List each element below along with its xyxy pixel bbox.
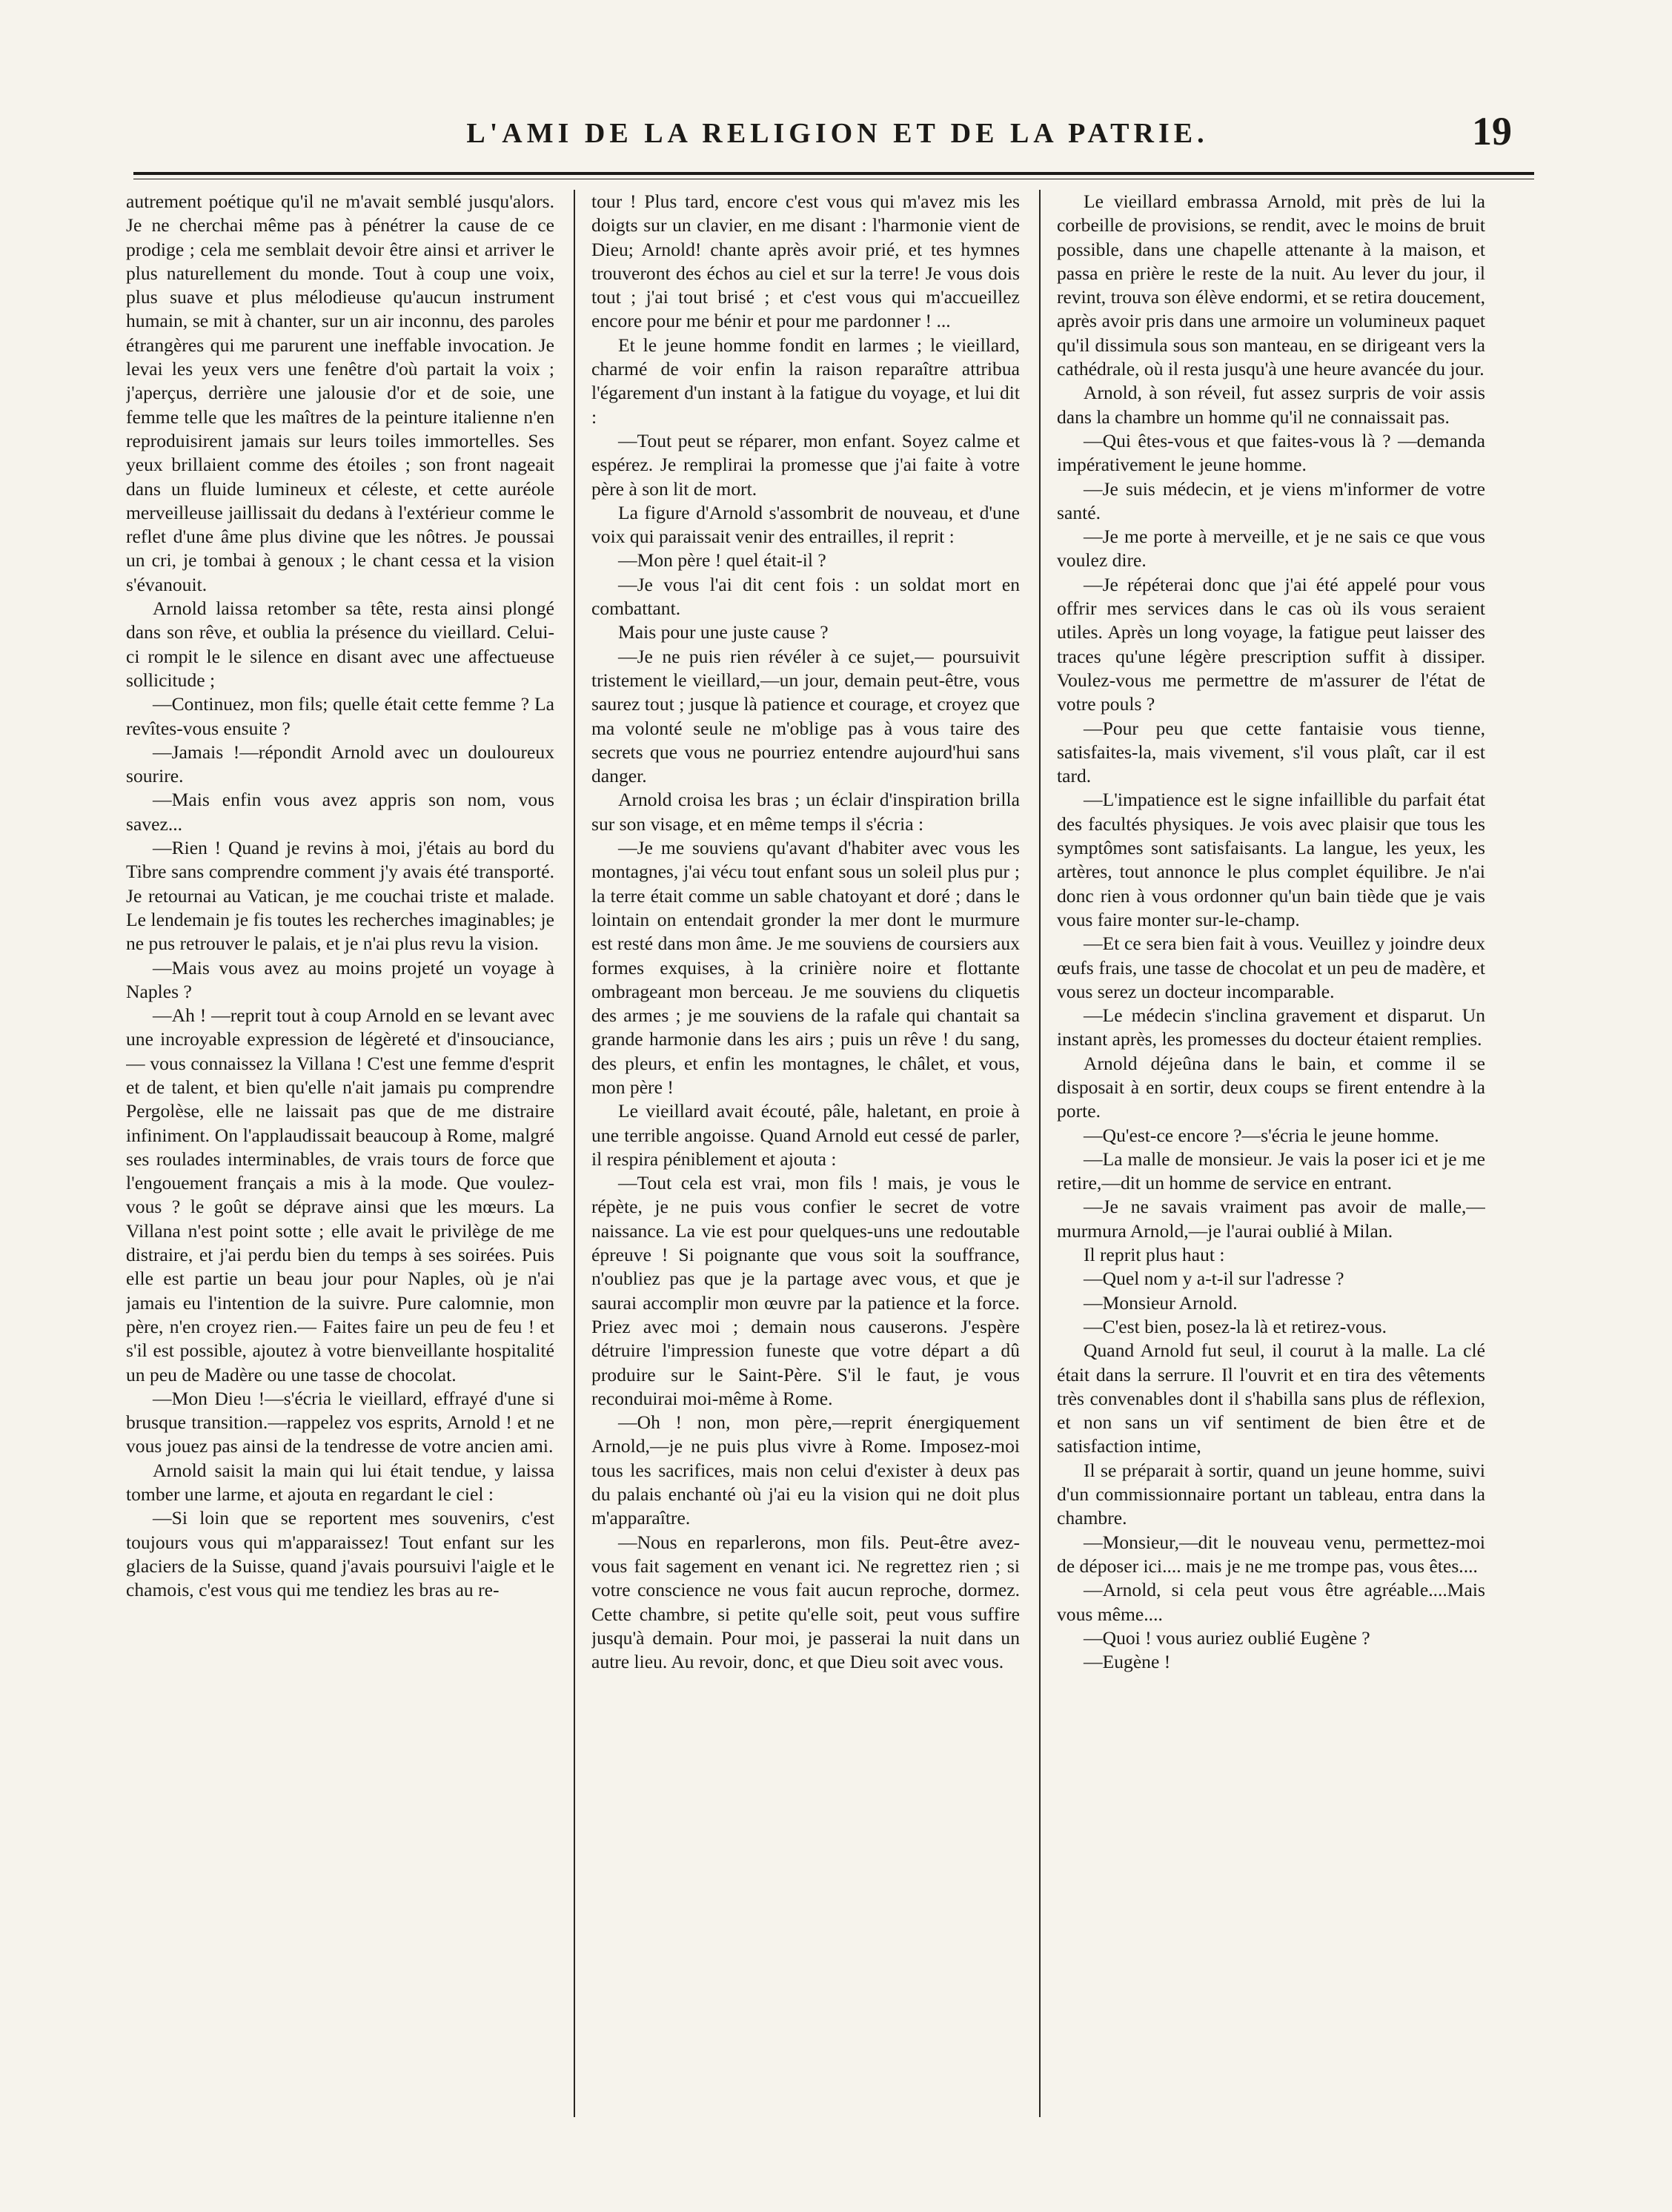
paragraph: —Arnold, si cela peut vous être agréable....Mais vous même.... [1057, 1579, 1485, 1625]
paragraph: —Je suis médecin, et je viens m'informer de votre santé. [1057, 477, 1485, 523]
paragraph: —Ah ! —reprit tout à coup Arnold en se levant avec une incroyable expression de légèreté et d'insouciance,— vous connaissez la Villana ! C'est une femme d'esprit et de talent, et bien qu'elle n'ait jamais pu comprendre Pergolèse, elle ne laissait pas que de me distraire infiniment. On l'applaudissait beaucoup à Rome, malgré ses roulades interminables, de vrais tours de force que l'engouement français a mis à la mode. Que voulez-vous ? le goût se déprave ainsi que les mœurs. La Villana n'est point sotte ; elle avait le privilège de me distraire, et j'ai perdu bien du temps à ses soirées. Puis elle est partie un beau jour pour Naples, où je n'ai jamais eu l'intention de la suivre. Pure calomnie, mon père, n'en croyez rien.— Faites faire un peu de feu ! et s'il est possible, ajoutez à votre bienveillante hospitalité un peu de Madère ou une tasse de chocolat. [126, 1004, 554, 1385]
paragraph: —La malle de monsieur. Je vais la poser ici et je me retire,—dit un homme de service en entrant. [1057, 1148, 1485, 1194]
header-rule-thick [133, 172, 1534, 175]
column-divider-1 [574, 190, 575, 2117]
paragraph: —Mais enfin vous avez appris son nom, vous savez... [126, 789, 554, 835]
paragraph: Il se préparait à sortir, quand un jeune homme, suivi d'un commissionnaire portant un tableau, entra dans la chambre. [1057, 1459, 1485, 1529]
paragraph: Arnold croisa les bras ; un éclair d'inspiration brilla sur son visage, et en même temps il s'écria : [591, 789, 1020, 835]
paragraph: —C'est bien, posez-la là et retirez-vous. [1084, 1315, 1387, 1337]
paragraph: —Qui êtes-vous et que faites-vous là ? —demanda impérativement le jeune homme. [1057, 429, 1485, 476]
paragraph: Le vieillard avait écouté, pâle, haletant, en proie à une terrible angoisse. Quand Arnold eut cessé de parler, il respira péniblement et ajouta : [591, 1100, 1020, 1170]
paragraph: —Si loin que se reportent mes souvenirs, c'est toujours vous qui m'apparaissez! Tout enfant sur les glaciers de la Suisse, quand j'avais poursuivi l'aigle et le chamois, c'est vous qui me tendiez les bras au re- [126, 1507, 554, 1601]
paragraph: —Mon Dieu !—s'écria le vieillard, effrayé d'une si brusque transition.—rappelez vos esprits, Arnold ! et ne vous jouez pas ainsi de la tendresse de votre ancien ami. [126, 1387, 554, 1457]
paragraph: Et le jeune homme fondit en larmes ; le vieillard, charmé de voir enfin la raison reparaître attribua l'égarement d'un instant à la fatigue du voyage, et lui dit : [591, 334, 1020, 428]
paragraph: —Nous en reparlerons, mon fils. Peut-être avez-vous fait sagement en venant ici. Ne regrettez rien ; si votre conscience ne vous fait aucun reproche, dormez. Cette chambre, si petite qu'elle soit, peut vous suffire jusqu'à demain. Pour moi, je passerai la nuit dans un autre lieu. Au revoir, donc, et que Dieu soit avec vous. [591, 1531, 1020, 1673]
paragraph: La figure d'Arnold s'assombrit de nouveau, et d'une voix qui paraissait venir des entrailles, il reprit : [591, 501, 1020, 548]
paragraph: —Rien ! Quand je revins à moi, j'étais au bord du Tibre sans comprendre comment j'y avais été transporté. Je retournai au Vatican, je me couchai triste et malade. Le lendemain je fis toutes les recherches imaginables; je ne pus retrouver le palais, et je n'ai plus revu la vision. [126, 837, 554, 955]
paragraph: —Monsieur Arnold. [1084, 1291, 1238, 1314]
paragraph: —Eugène ! [1084, 1651, 1171, 1673]
paragraph: —Continuez, mon fils; quelle était cette femme ? La revîtes-vous ensuite ? [126, 693, 554, 739]
paragraph: Il reprit plus haut : [1084, 1244, 1225, 1266]
paragraph: Arnold saisit la main qui lui était tendue, y laissa tomber une larme, et ajouta en regardant le ciel : [126, 1459, 554, 1506]
paragraph: —Je ne puis rien révéler à ce sujet,— poursuivit tristement le vieillard,—un jour, demain peut-être, vous saurez tout ; jusque là patience et courage, et croyez que ma volonté seule ne m'oblige pas à vous taire des secrets que vous ne pourriez entendre aujourd'hui sans danger. [591, 645, 1020, 787]
paragraph: —Je me porte à merveille, et je ne sais ce que vous voulez dire. [1057, 526, 1485, 572]
paragraph: Arnold déjeûna dans le bain, et comme il se disposait à en sortir, deux coups se firent entendre à la porte. [1057, 1052, 1485, 1122]
paragraph: —Jamais !—répondit Arnold avec un douloureux sourire. [126, 741, 554, 787]
paragraph: Mais pour une juste cause ? [618, 621, 829, 643]
paragraph: autrement poétique qu'il ne m'avait semblé jusqu'alors. Je ne cherchai même pas à pénétrer la cause de ce prodige ; cela me semblait devoir être ainsi et arriver le plus naturellement du monde. Tout à coup une voix, plus suave et plus mélodieuse qu'aucun instrument humain, se mit à chanter, sur un air inconnu, des paroles étrangères qui me parurent une ineffable invocation. Je levai les yeux vers une fenêtre d'où partait la voix ; j'aperçus, derrière une jalousie d'or et de soie, une femme telle que les maîtres de la peinture italienne n'en reproduisirent jamais sur leurs toiles immortelles. Ses yeux brillaient comme des étoiles ; son front nageait dans un fluide lumineux et céleste, et cette auréole merveilleuse jaillissait du dedans à l'extérieur comme le reflet d'une âme plus divine que les nôtres. Je poussai un cri, je tombai à genoux ; le chant cessa et la vision s'évanouit. [126, 191, 554, 595]
paragraph: —Et ce sera bien fait à vous. Veuillez y joindre deux œufs frais, une tasse de chocolat et un peu de madère, et vous serez un docteur incomparable. [1057, 933, 1485, 1002]
paragraph: —Monsieur,—dit le nouveau venu, permettez-moi de déposer ici.... mais je ne me trompe pas, vous êtes.... [1057, 1531, 1485, 1577]
paragraph: —Quoi ! vous auriez oublié Eugène ? [1084, 1626, 1370, 1649]
text-column-1 [126, 190, 554, 2117]
paragraph: —Pour peu que cette fantaisie vous tienne, satisfaites-la, mais vivement, s'il vous plaît, car il est tard. [1057, 717, 1485, 787]
paragraph: —L'impatience est le signe infaillible du parfait état des facultés physiques. Je vois avec plaisir que tous les symptômes sont satisfaisants. La langue, les yeux, les artères, tout annonce le plus complet équilibre. Je n'ai donc rien à vous ordonner qu'un bain tiède que je vais vous faire monter sur-le-champ. [1057, 789, 1485, 930]
running-title: L'AMI DE LA RELIGION ET DE LA PATRIE. [466, 118, 1209, 149]
paragraph: —Je vous l'ai dit cent fois : un soldat mort en combattant. [591, 573, 1020, 620]
column-divider-2 [1039, 190, 1041, 2117]
paragraph: —Le médecin s'inclina gravement et disparut. Un instant après, les promesses du docteur étaient remplies. [1057, 1004, 1485, 1050]
paragraph: —Je répéterai donc que j'ai été appelé pour vous offrir mes services dans le cas où ils vous seraient utiles. Après un long voyage, la fatigue peut laisser des traces qu'une légère prescription suffit à dissiper. Voulez-vous me permettre de m'assurer de l'état de votre pouls ? [1057, 573, 1485, 715]
paragraph: —Je ne savais vraiment pas avoir de malle,—murmura Arnold,—je l'aurai oublié à Milan. [1057, 1196, 1485, 1242]
paragraph: —Mon père ! quel était-il ? [618, 549, 826, 572]
paragraph: —Je me souviens qu'avant d'habiter avec vous les montagnes, j'ai vécu tout enfant sous un soleil plus pur ; la terre était comme un sable chatoyant et doré ; dans le lointain on entendait gronder la mer dont le murmure est resté dans mon âme. Je me souviens de coursiers aux formes exquises, à la crinière noire et flottante ombrageant mon berceau. Je me souviens du cliquetis des armes ; je me souviens de la rafale qui chantait sa grande harmonie dans les airs ; puis un rêve ! du sang, des pleurs, et enfin les montagnes, le châlet, et vous, mon père ! [591, 837, 1020, 1098]
page-number: 19 [1472, 109, 1512, 153]
paragraph: —Quel nom y a-t-il sur l'adresse ? [1084, 1268, 1344, 1290]
paragraph: Quand Arnold fut seul, il courut à la malle. La clé était dans la serrure. Il l'ouvrit et en tira des vêtements très convenables dont il s'habilla sans plus de réflexion, et non sans un vif sentiment de bien être et de satisfaction intime, [1057, 1340, 1485, 1457]
paragraph: Le vieillard embrassa Arnold, mit près de lui la corbeille de provisions, se rendit, avec le moins de bruit possible, dans une chapelle attenante à la maison, et passa en prière le reste de la nuit. Au lever du jour, il revint, trouva son élève endormi, et se retira doucement, après avoir pris dans une armoire un volumineux paquet qu'il dissimula sous son manteau, en se dirigeant vers la cathédrale, où il resta jusqu'à une heure avancée du jour. [1057, 191, 1485, 380]
page-header [133, 109, 1542, 162]
paragraph: —Qu'est-ce encore ?—s'écria le jeune homme. [1084, 1124, 1439, 1146]
text-column-2 [591, 190, 1020, 2117]
paragraph: Arnold laissa retomber sa tête, resta ainsi plongé dans son rêve, et oublia la présence du vieillard. Celui-ci rompit le le silence en disant avec une affectueuse sollicitude ; [126, 597, 554, 691]
paragraph: Arnold, à son réveil, fut assez surpris de voir assis dans la chambre un homme qu'il ne connaissait pas. [1057, 382, 1485, 428]
paragraph: —Tout cela est vrai, mon fils ! mais, je vous le répète, je ne puis vous confier le secret de votre naissance. La vie est pour quelques-uns une redoutable épreuve ! Si poignante que vous soit la souffrance, n'oubliez pas que je la partage avec vous, et que je saurai accomplir mon œuvre par la patience et la force. Priez avec moi ; demain nous causerons. J'espère détruire l'impression funeste que votre départ a dû produire sur le Saint-Père. S'il le faut, je vous reconduirai moi-même à Rome. [591, 1172, 1020, 1409]
paragraph: —Oh ! non, mon père,—reprit énergiquement Arnold,—je ne puis plus vivre à Rome. Imposez-moi tous les sacrifices, mais non celui d'exister à deux pas du palais enchanté où j'ai eu la vision qui ne doit plus m'apparaître. [591, 1411, 1020, 1529]
paragraph: —Tout peut se réparer, mon enfant. Soyez calme et espérez. Je remplirai la promesse que j'ai faite à votre père à son lit de mort. [591, 429, 1020, 500]
paragraph: tour ! Plus tard, encore c'est vous qui m'avez mis les doigts sur un clavier, en me disant : l'harmonie vient de Dieu; Arnold! chante après avoir prié, et tes hymnes trouveront des échos au ciel et sur la terre! Je vous dois tout ; j'ai tout brisé ; et c'est vous qui m'accueillez encore pour me bénir et pour me pardonner ! ... [591, 191, 1020, 332]
paragraph: —Mais vous avez au moins projeté un voyage à Naples ? [126, 956, 554, 1002]
text-column-3 [1057, 190, 1485, 2117]
